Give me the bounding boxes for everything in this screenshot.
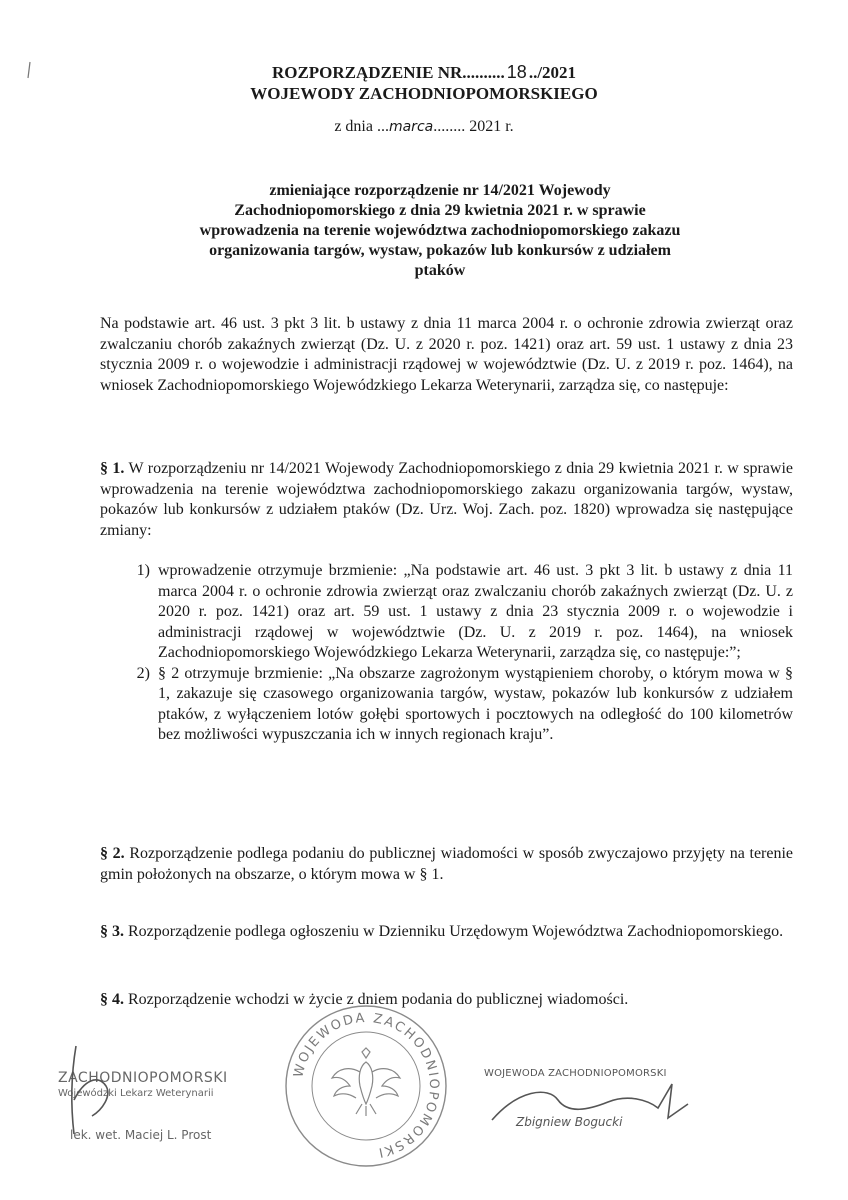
- section-1-label: § 1.: [100, 460, 125, 477]
- handwritten-number: 18: [506, 62, 527, 82]
- regulation-title: [0, 62, 848, 83]
- list-item: [100, 664, 793, 746]
- section-3: [100, 922, 793, 943]
- official-seal: [282, 1002, 450, 1170]
- section-2: [100, 844, 793, 885]
- date-line: [0, 118, 848, 136]
- eagle-icon: [332, 1048, 400, 1116]
- section-2-text: Rozporządzenie podlega podaniu do publicznej wiadomości w sposób zwyczajowo przyjęty na terenie gmin położonych na obszarze, o którym mowa w § 1.: [100, 845, 794, 883]
- list-item-text: wprowadzenie otrzymuje brzmienie: „Na podstawie art. 46 ust. 3 pkt 3 lit. b ustawy z dnia 11 marca 2004 r. o ochronie zdrowia zwierząt oraz zwalczaniu chorób zakaźnych zwierząt (Dz. U. z 2020 r. poz. 1421) oraz art. 59 ust. 1 ustawy z dnia 23 stycznia 2009 r. o wojewodzie i administracji rządowej w województwie (Dz. U. z 2019 r. poz. 1464), na wniosek Zachodniopomorskiego Wojewódzkiego Lekarza Weterynarii, zarządza się, co następuje:”;: [158, 562, 793, 661]
- stamp-title: WOJEWODA ZACHODNIOPOMORSKI: [484, 1068, 667, 1079]
- signatory-name: lek. wet. Maciej L. Prost: [70, 1128, 212, 1142]
- title-suffix: ../2021: [528, 63, 577, 82]
- list-item: [100, 561, 793, 664]
- voivode-name: Zbigniew Bogucki: [516, 1115, 623, 1129]
- section-4-label: § 4.: [100, 991, 124, 1008]
- section-4-text: Rozporządzenie wchodzi w życie z dniem podania do publicznej wiadomości.: [128, 991, 629, 1008]
- scan-mark: [22, 60, 38, 80]
- date-suffix: ........ 2021 r.: [433, 118, 514, 135]
- amendment-list: [100, 561, 793, 746]
- list-item-number: 2): [136, 664, 150, 682]
- voivode-signature-block: [484, 1068, 667, 1129]
- handwritten-signature-left: [62, 1040, 122, 1140]
- handwritten-signature-right: [488, 1080, 698, 1130]
- handwritten-date: marca: [388, 119, 434, 135]
- section-1-text: W rozporządzeniu nr 14/2021 Wojewody Zachodniopomorskiego z dnia 29 kwietnia 2021 r. w sprawie wprowadzenia na terenie województwa zachodniopomorskiego zakazu organizowania targów, wystaw, pokazów lub konkursów z udziałem ptaków (Dz. Urz. Woj. Zach. poz. 1820) wprowadza się następujące zmiany:: [100, 460, 794, 539]
- section-1: [100, 459, 793, 541]
- stamp-line-1: ZACHODNIOPOMORSKI: [58, 1070, 228, 1086]
- list-item-number: 1): [136, 562, 150, 579]
- section-3-label: § 3.: [100, 923, 124, 940]
- stamp-line-2: Wojewódzki Lekarz Weterynarii: [58, 1088, 214, 1099]
- date-prefix: z dnia ...: [334, 118, 389, 135]
- issuing-authority: WOJEWODY ZACHODNIOPOMORSKIEGO: [250, 84, 598, 103]
- section-3-text: Rozporządzenie podlega ogłoszeniu w Dzienniku Urzędowym Województwa Zachodniopomorskiego.: [128, 923, 784, 940]
- title-prefix: ROZPORZĄDZENIE NR..........: [271, 63, 505, 82]
- regulation-subject: zmieniające rozporządzenie nr 14/2021 Wojewody Zachodniopomorskiego z dnia 29 kwietnia 2021 r. w sprawie wprowadzenia na terenie województwa zachodniopomorskiego zakazu organizowania targów, wystaw, pokazów lub konkursów z udziałem ptaków: [199, 182, 681, 279]
- list-item-text: § 2 otrzymuje brzmienie: „Na obszarze zagrożonym wystąpieniem choroby, o którym mowa w § 1, zakazuje się czasowego organizowania targów, wystaw, pokazów lub konkursów z udziałem ptaków, z wyłączeniem lotów gołębi sportowych i pocztowych na odległość do 100 kilometrów bez możliwości wypuszczania ich w innych regionach kraju”.: [158, 664, 793, 743]
- seal-ring-text: WOJEWODA ZACHODNIOPOMORSKI: [291, 1010, 442, 1161]
- legal-basis-paragraph: Na podstawie art. 46 ust. 3 pkt 3 lit. b ustawy z dnia 11 marca 2004 r. o ochronie zdrowia zwierząt oraz zwalczaniu chorób zakaźnych zwierząt (Dz. U. z 2020 r. poz. 1421) oraz art. 59 ust. 1 ustawy z dnia 23 stycznia 2009 r. o wojewodzie i administracji rządowej w województwie (Dz. U. z 2019 r. poz. 1464), na wniosek Zachodniopomorskiego Wojewódzkiego Lekarza Weterynarii, zarządza się, co następuje:: [100, 315, 793, 394]
- section-2-label: § 2.: [100, 845, 125, 862]
